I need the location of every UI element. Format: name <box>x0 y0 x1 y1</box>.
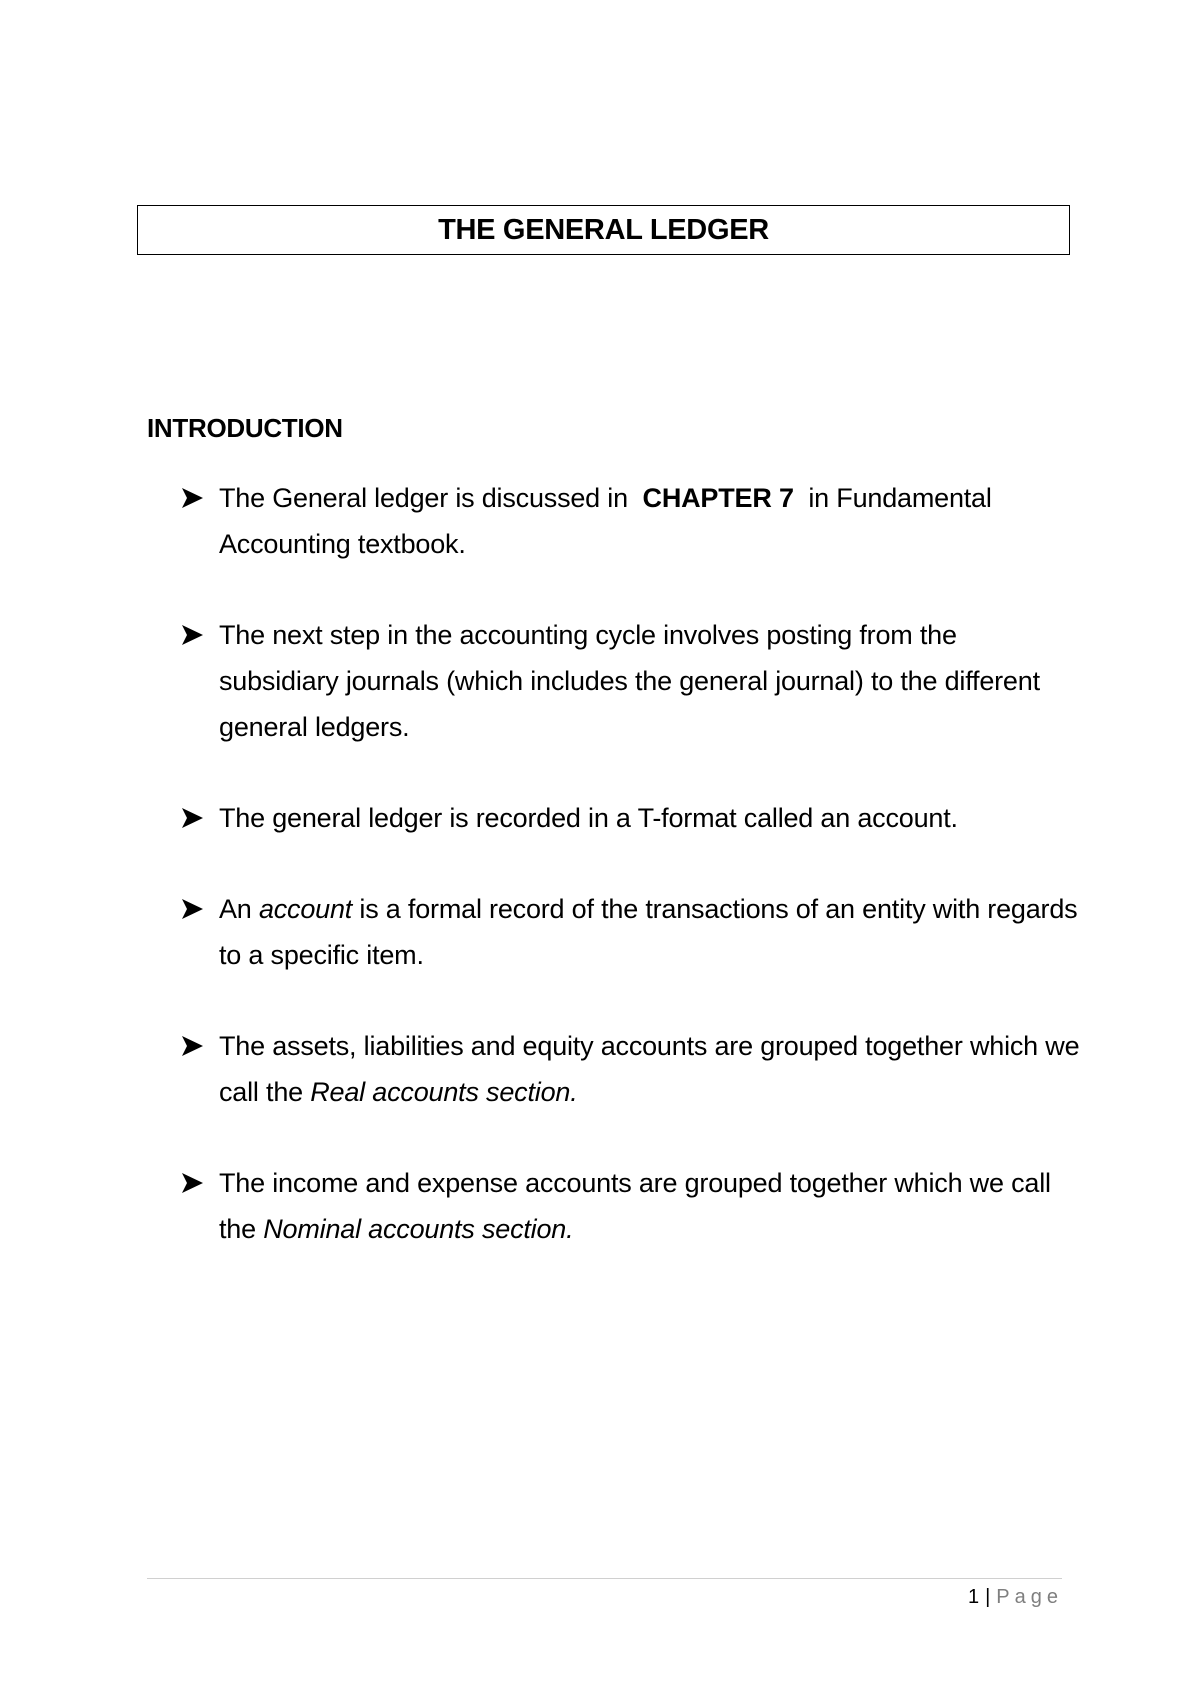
list-item <box>180 886 1085 978</box>
list-item <box>180 795 1080 841</box>
arrowhead-bullet-icon <box>180 898 204 920</box>
bullet-text-part: is a formal record of the transactions of an entity with regards to a specific item. <box>219 894 1085 970</box>
arrowhead-bullet-icon <box>180 487 204 509</box>
page-number: 1 <box>967 1586 980 1608</box>
footer-divider <box>147 1578 1062 1579</box>
bullet-text-part: Real accounts section. <box>310 1077 578 1107</box>
bullet-text <box>219 894 1085 970</box>
list-item <box>180 475 1080 567</box>
list-item <box>180 1023 1087 1115</box>
bullet-text-part: CHAPTER 7 <box>635 483 802 513</box>
bullet-text-part: The General ledger is discussed in <box>219 483 636 513</box>
arrowhead-bullet-icon <box>180 1035 204 1057</box>
list-item <box>180 1160 1080 1252</box>
bullet-text-part: The next step in the accounting cycle involves posting from the subsidiary journals (which includes the general journal) to the different general ledgers. <box>219 620 1048 742</box>
bullet-text-part: The assets, liabilities and equity accounts are grouped together which we call the <box>219 1031 1087 1107</box>
bullet-text-part: The general ledger is recorded in a T-format called an account. <box>219 803 958 833</box>
bullet-text-part: account <box>258 894 353 924</box>
bullet-text-part: The income and expense accounts are grouped together which we call the <box>219 1168 1059 1244</box>
bullet-text <box>219 1031 1087 1107</box>
arrowhead-bullet-icon <box>180 1172 204 1194</box>
page-title: THE GENERAL LEDGER <box>438 213 769 246</box>
arrowhead-bullet-icon <box>180 624 204 646</box>
bullet-list <box>180 475 1087 1297</box>
bullet-text <box>219 1168 1058 1244</box>
page-footer <box>968 1586 1063 1609</box>
bullet-text-part: in Fundamental Accounting textbook. <box>219 483 998 559</box>
bullet-text <box>219 803 958 833</box>
bullet-text <box>219 620 1047 742</box>
title-box <box>137 205 1070 255</box>
section-heading: INTRODUCTION <box>147 413 343 443</box>
bullet-text-part: Nominal accounts section. <box>263 1214 574 1244</box>
bullet-text <box>219 483 998 559</box>
page-label: Page <box>996 1586 1063 1608</box>
bullet-text-part: An <box>219 894 259 924</box>
footer-separator: | <box>985 1586 991 1608</box>
list-item <box>180 612 1080 750</box>
arrowhead-bullet-icon <box>180 807 204 829</box>
